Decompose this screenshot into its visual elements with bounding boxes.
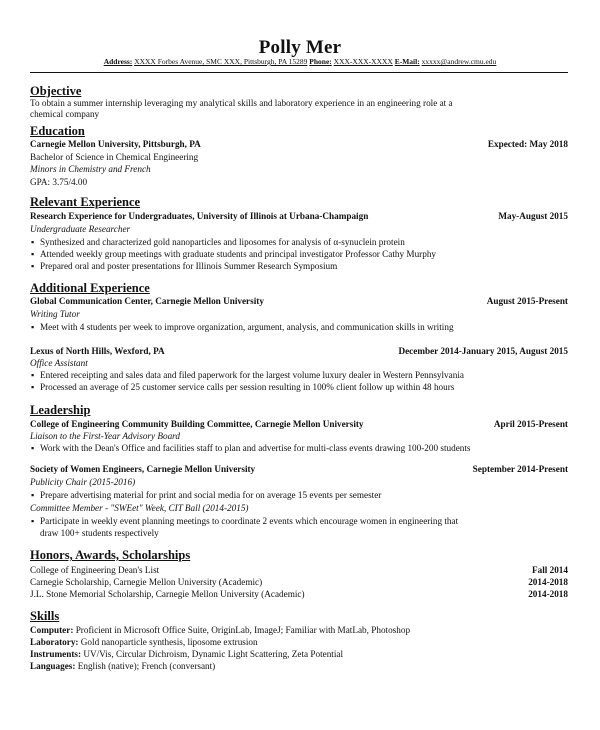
skills-row [30, 649, 568, 660]
skills-label: Languages: [30, 661, 76, 671]
additional-row [30, 346, 568, 357]
email-label: E-Mail: [394, 57, 420, 66]
relevant-role: Undergraduate Researcher [30, 224, 131, 234]
skills-label: Instruments: [30, 649, 82, 659]
contact-line [0, 57, 600, 66]
phone-label: Phone: [309, 57, 332, 66]
section-heading-education: Education [30, 124, 85, 138]
section-heading-leadership: Leadership [30, 403, 91, 417]
email-link[interactable]: xxxxx@andrew.cmu.edu [421, 57, 497, 66]
honors-date: Fall 2014 [532, 565, 568, 575]
skills-text: UV/Vis, Circular Dichroism, Dynamic Light Scattering, Zeta Potential [81, 649, 344, 659]
leadership-row [30, 419, 568, 430]
phone-value: XXX-XXX-XXXX [333, 57, 393, 66]
additional-row [30, 296, 568, 307]
additional-bullet: ▪ Entered receipting and sales data and filed paperwork for the largest volume luxury dealer in Western Pennsylvania [30, 370, 578, 381]
objective-text-1: To obtain a summer internship leveraging my analytical skills and laboratory experience in an engineering role at a [30, 98, 453, 108]
education-gpa: GPA: 3.75/4.00 [30, 177, 88, 187]
leadership-org: Society of Women Engineers, Carnegie Mellon University [30, 464, 256, 474]
leadership-row [30, 464, 568, 475]
education-minors: Minors in Chemistry and French [30, 164, 151, 174]
additional-date: December 2014-January 2015, August 2015 [398, 346, 568, 356]
relevant-org: Research Experience for Undergraduates, University of Illinois at Urbana-Champaign [30, 211, 369, 221]
relevant-row [30, 211, 568, 222]
education-date: Expected: May 2018 [487, 139, 568, 149]
honors-date: 2014-2018 [528, 577, 568, 587]
section-heading-relevant: Relevant Experience [30, 195, 141, 209]
relevant-date: May-August 2015 [498, 211, 568, 221]
leadership-date: April 2015-Present [493, 419, 568, 429]
leadership-role: Committee Member - "SWEet" Week, CIT Ball (2014-2015) [30, 503, 249, 513]
relevant-bullet: ▪ Prepared oral and poster presentations for Illinois Summer Research Symposium [30, 261, 578, 272]
honors-name: Carnegie Scholarship, Carnegie Mellon University (Academic) [30, 577, 263, 587]
section-heading-skills: Skills [30, 609, 60, 623]
resume-name: Polly Mer [258, 37, 342, 58]
additional-bullet: ▪ Processed an average of 25 customer service calls per session resulting in 100% client follow up within 48 hours [30, 382, 578, 393]
section-heading-objective: Objective [30, 84, 82, 98]
skills-row [30, 661, 568, 672]
skills-text: English (native); French (conversant) [75, 661, 216, 671]
additional-role: Writing Tutor [30, 309, 80, 319]
relevant-bullet: ▪ Synthesized and characterized gold nanoparticles and liposomes for analysis of α-synuclein protein [30, 237, 578, 248]
education-row [30, 139, 568, 150]
skills-text: Gold nanoparticle synthesis, liposome extrusion [78, 637, 258, 647]
leadership-role: Publicity Chair (2015-2016) [30, 477, 136, 487]
relevant-bullet: ▪ Attended weekly group meetings with graduate students and principal investigator Professor Cathy Murphy [30, 249, 578, 260]
honors-row [30, 565, 568, 576]
honors-date: 2014-2018 [528, 589, 568, 599]
skills-row [30, 637, 568, 648]
leadership-role: Liaison to the First-Year Advisory Board [30, 431, 180, 441]
additional-org: Global Communication Center, Carnegie Mellon University [30, 296, 264, 306]
address-label: Address: [103, 57, 133, 66]
honors-row [30, 577, 568, 588]
education-school: Carnegie Mellon University, Pittsburgh, PA [30, 139, 201, 149]
skills-label: Laboratory: [30, 637, 79, 647]
honors-row [30, 589, 568, 600]
objective-text-2: chemical company [30, 109, 100, 119]
additional-role: Office Assistant [30, 358, 88, 368]
address-value: XXXX Forbes Avenue, SMC XXX, Pittsburgh, PA 15289 [134, 57, 308, 66]
leadership-date: September 2014-Present [472, 464, 568, 474]
skills-text: Proficient in Microsoft Office Suite, OriginLab, ImageJ; Familiar with MatLab, Photoshop [73, 625, 411, 635]
additional-bullet: ▪ Meet with 4 students per week to improve organization, argument, analysis, and communication skills in writing [30, 322, 578, 333]
leadership-bullet: ▪ Work with the Dean's Office and facilities staff to plan and advertise for multi-class events drawing 100-200 students [30, 443, 578, 454]
leadership-bullet-continuation: draw 100+ students respectively [40, 528, 159, 538]
skills-label: Computer: [30, 625, 74, 635]
skills-row [30, 625, 568, 636]
honors-name: College of Engineering Dean's List [30, 565, 160, 575]
honors-name: J.L. Stone Memorial Scholarship, Carnegie Mellon University (Academic) [30, 589, 305, 599]
leadership-org: College of Engineering Community Building Committee, Carnegie Mellon University [30, 419, 364, 429]
leadership-bullet: ▪ Participate in weekly event planning meetings to coordinate 2 events which encourage women in engineering that [30, 516, 578, 527]
additional-date: August 2015-Present [486, 296, 568, 306]
additional-org: Lexus of North Hills, Wexford, PA [30, 346, 165, 356]
section-heading-additional: Additional Experience [30, 281, 150, 295]
leadership-bullet: ▪ Prepare advertising material for print and social media for on average 15 events per semester [30, 490, 578, 501]
education-degree: Bachelor of Science in Chemical Engineering [30, 152, 199, 162]
section-heading-honors: Honors, Awards, Scholarships [30, 548, 191, 562]
header-divider [30, 72, 568, 73]
